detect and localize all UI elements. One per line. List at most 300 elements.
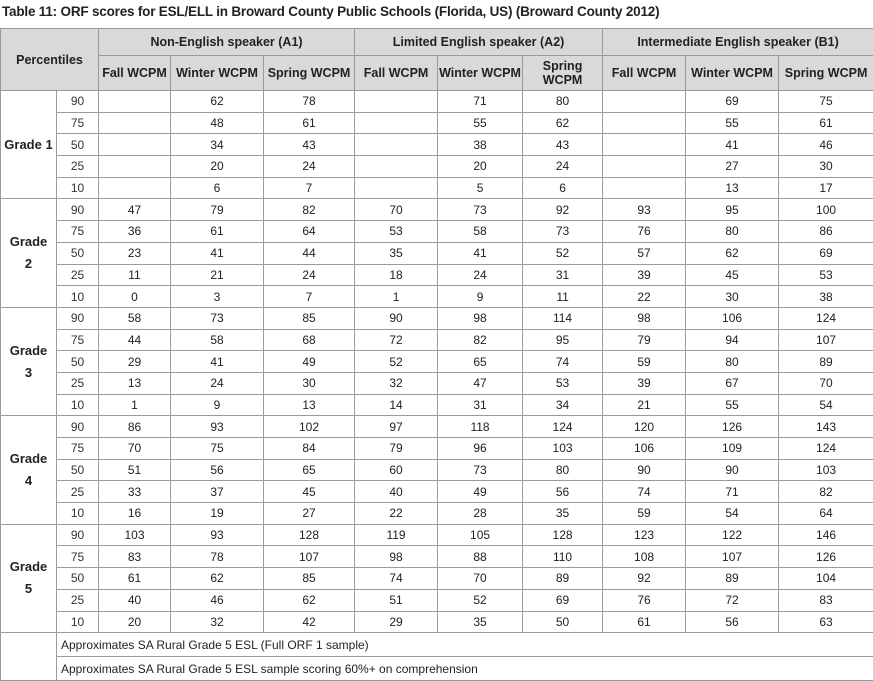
score-cell [603, 177, 686, 199]
percentile-cell: 50 [57, 459, 99, 481]
table-row [1, 199, 873, 221]
score-cell: 13 [99, 372, 171, 394]
grade-label [1, 307, 57, 415]
table-row [1, 177, 873, 199]
score-cell: 52 [355, 351, 438, 373]
score-cell [355, 156, 438, 178]
score-cell: 16 [99, 503, 171, 525]
score-cell: 49 [438, 481, 523, 503]
score-cell: 40 [99, 589, 171, 611]
score-cell: 114 [523, 307, 603, 329]
note-row [1, 633, 873, 657]
score-cell: 7 [264, 286, 355, 308]
score-cell: 67 [686, 372, 779, 394]
score-cell: 59 [603, 503, 686, 525]
score-cell: 83 [779, 589, 873, 611]
score-cell: 56 [171, 459, 264, 481]
table-row [1, 221, 873, 243]
table-row [1, 329, 873, 351]
score-cell: 75 [779, 91, 873, 113]
score-cell [355, 134, 438, 156]
score-cell: 55 [686, 394, 779, 416]
score-cell: 95 [686, 199, 779, 221]
score-cell: 90 [603, 459, 686, 481]
score-cell: 108 [603, 546, 686, 568]
table-row [1, 524, 873, 546]
group-header-a2: Limited English speaker (A2) [355, 29, 603, 56]
percentile-cell: 75 [57, 112, 99, 134]
score-cell: 52 [523, 242, 603, 264]
score-cell: 95 [523, 329, 603, 351]
score-cell: 7 [264, 177, 355, 199]
percentile-cell: 10 [57, 611, 99, 633]
table-row [1, 503, 873, 525]
score-cell: 94 [686, 329, 779, 351]
score-cell: 123 [603, 524, 686, 546]
score-cell: 103 [99, 524, 171, 546]
score-cell: 106 [603, 438, 686, 460]
score-cell: 43 [523, 134, 603, 156]
score-cell: 6 [523, 177, 603, 199]
percentile-cell: 50 [57, 134, 99, 156]
score-cell: 21 [603, 394, 686, 416]
score-cell: 58 [438, 221, 523, 243]
table-row [1, 481, 873, 503]
score-cell: 36 [99, 221, 171, 243]
score-cell: 29 [99, 351, 171, 373]
score-cell: 73 [438, 459, 523, 481]
score-cell: 41 [438, 242, 523, 264]
score-cell: 86 [779, 221, 873, 243]
table-row [1, 91, 873, 113]
score-cell: 80 [686, 351, 779, 373]
table-title: Table 11: ORF scores for ESL/ELL in Broward County Public Schools (Florida, US) (Broward County 2012) [2, 4, 659, 19]
table-row [1, 589, 873, 611]
percentile-cell: 10 [57, 503, 99, 525]
score-cell: 34 [171, 134, 264, 156]
score-cell: 126 [779, 546, 873, 568]
score-cell: 48 [171, 112, 264, 134]
score-cell: 118 [438, 416, 523, 438]
percentile-cell: 10 [57, 394, 99, 416]
score-cell: 89 [523, 568, 603, 590]
score-cell: 56 [523, 481, 603, 503]
score-cell: 3 [171, 286, 264, 308]
score-cell: 72 [355, 329, 438, 351]
score-cell: 22 [603, 286, 686, 308]
score-cell: 57 [603, 242, 686, 264]
score-cell: 128 [523, 524, 603, 546]
score-cell: 20 [99, 611, 171, 633]
score-cell: 100 [779, 199, 873, 221]
score-cell: 119 [355, 524, 438, 546]
score-cell: 19 [171, 503, 264, 525]
table-row [1, 112, 873, 134]
score-cell: 103 [779, 459, 873, 481]
score-cell [603, 134, 686, 156]
table-row [1, 546, 873, 568]
table-row [1, 568, 873, 590]
score-cell: 105 [438, 524, 523, 546]
score-cell: 85 [264, 307, 355, 329]
score-cell: 107 [686, 546, 779, 568]
column-header: Spring WCPM [779, 56, 873, 91]
score-cell: 5 [438, 177, 523, 199]
score-cell: 1 [99, 394, 171, 416]
grade-label-text: Grade 4 [9, 448, 49, 492]
score-cell: 41 [171, 351, 264, 373]
score-cell: 41 [171, 242, 264, 264]
score-cell: 53 [523, 372, 603, 394]
score-cell: 63 [779, 611, 873, 633]
score-cell: 34 [523, 394, 603, 416]
score-cell [355, 112, 438, 134]
score-cell: 80 [523, 459, 603, 481]
table-row [1, 134, 873, 156]
score-cell: 61 [171, 221, 264, 243]
score-cell: 41 [686, 134, 779, 156]
percentile-cell: 50 [57, 351, 99, 373]
score-cell: 20 [438, 156, 523, 178]
score-cell: 38 [779, 286, 873, 308]
score-cell: 24 [523, 156, 603, 178]
score-cell: 45 [264, 481, 355, 503]
score-cell: 74 [523, 351, 603, 373]
score-cell: 73 [171, 307, 264, 329]
score-cell: 61 [603, 611, 686, 633]
score-cell: 39 [603, 264, 686, 286]
score-cell: 79 [603, 329, 686, 351]
score-cell: 65 [264, 459, 355, 481]
score-cell: 46 [779, 134, 873, 156]
score-cell: 24 [264, 264, 355, 286]
percentile-cell: 50 [57, 242, 99, 264]
score-cell: 13 [686, 177, 779, 199]
score-cell: 29 [355, 611, 438, 633]
score-cell: 107 [264, 546, 355, 568]
percentiles-header: Percentiles [1, 29, 99, 91]
grade-label-text: Grade 5 [9, 556, 49, 600]
score-cell: 61 [264, 112, 355, 134]
column-header: Fall WCPM [355, 56, 438, 91]
score-cell: 80 [686, 221, 779, 243]
score-cell: 92 [603, 568, 686, 590]
score-cell: 55 [438, 112, 523, 134]
score-cell: 44 [264, 242, 355, 264]
score-cell: 6 [171, 177, 264, 199]
score-cell: 40 [355, 481, 438, 503]
score-cell: 50 [523, 611, 603, 633]
score-cell: 62 [686, 242, 779, 264]
table-row [1, 307, 873, 329]
table-row [1, 394, 873, 416]
score-cell: 27 [686, 156, 779, 178]
orf-scores-table [0, 28, 873, 681]
score-cell: 96 [438, 438, 523, 460]
score-cell: 124 [779, 438, 873, 460]
table-row [1, 438, 873, 460]
score-cell: 0 [99, 286, 171, 308]
score-cell: 69 [523, 589, 603, 611]
score-cell: 30 [264, 372, 355, 394]
grade-label-text: Grade 1 [4, 137, 52, 152]
percentile-cell: 90 [57, 91, 99, 113]
score-cell: 35 [438, 611, 523, 633]
score-cell: 71 [438, 91, 523, 113]
grade-label-text: Grade 2 [9, 231, 49, 275]
score-cell: 73 [523, 221, 603, 243]
percentile-cell: 90 [57, 199, 99, 221]
score-cell [355, 177, 438, 199]
score-cell: 53 [355, 221, 438, 243]
score-cell: 80 [523, 91, 603, 113]
score-cell [99, 91, 171, 113]
table-row [1, 459, 873, 481]
score-cell: 97 [355, 416, 438, 438]
score-cell: 11 [523, 286, 603, 308]
score-cell: 98 [355, 546, 438, 568]
score-cell: 98 [438, 307, 523, 329]
percentile-cell: 90 [57, 307, 99, 329]
score-cell: 86 [99, 416, 171, 438]
score-cell: 75 [171, 438, 264, 460]
score-cell: 14 [355, 394, 438, 416]
score-cell: 93 [171, 524, 264, 546]
percentile-cell: 25 [57, 481, 99, 503]
score-cell: 69 [779, 242, 873, 264]
score-cell: 107 [779, 329, 873, 351]
grade-label-text: Grade 3 [9, 340, 49, 384]
score-cell: 93 [603, 199, 686, 221]
score-cell: 44 [99, 329, 171, 351]
score-cell: 61 [99, 568, 171, 590]
score-cell: 79 [355, 438, 438, 460]
score-cell: 9 [171, 394, 264, 416]
score-cell: 32 [171, 611, 264, 633]
score-cell: 28 [438, 503, 523, 525]
score-cell: 65 [438, 351, 523, 373]
score-cell: 30 [686, 286, 779, 308]
score-cell: 20 [171, 156, 264, 178]
score-cell: 39 [603, 372, 686, 394]
table-row [1, 372, 873, 394]
score-cell: 146 [779, 524, 873, 546]
score-cell: 21 [171, 264, 264, 286]
score-cell [99, 156, 171, 178]
score-cell: 42 [264, 611, 355, 633]
score-cell: 33 [99, 481, 171, 503]
score-cell: 76 [603, 589, 686, 611]
score-cell: 126 [686, 416, 779, 438]
score-cell: 24 [171, 372, 264, 394]
score-cell: 103 [523, 438, 603, 460]
note-blank-cell [1, 633, 57, 681]
score-cell: 74 [355, 568, 438, 590]
percentile-cell: 75 [57, 221, 99, 243]
score-cell: 61 [779, 112, 873, 134]
score-cell: 52 [438, 589, 523, 611]
score-cell: 31 [438, 394, 523, 416]
score-cell: 47 [438, 372, 523, 394]
score-cell: 110 [523, 546, 603, 568]
score-cell: 27 [264, 503, 355, 525]
score-cell: 64 [779, 503, 873, 525]
score-cell [603, 91, 686, 113]
note-text: Approximates SA Rural Grade 5 ESL sample scoring 60%+ on comprehension [57, 657, 873, 681]
score-cell: 17 [779, 177, 873, 199]
grade-label [1, 199, 57, 307]
score-cell: 73 [438, 199, 523, 221]
score-cell: 90 [686, 459, 779, 481]
table-row [1, 351, 873, 373]
score-cell: 49 [264, 351, 355, 373]
score-cell: 22 [355, 503, 438, 525]
score-cell: 124 [523, 416, 603, 438]
score-cell: 46 [171, 589, 264, 611]
percentile-cell: 50 [57, 568, 99, 590]
score-cell: 82 [264, 199, 355, 221]
percentile-cell: 75 [57, 438, 99, 460]
score-cell: 55 [686, 112, 779, 134]
score-cell: 98 [603, 307, 686, 329]
score-cell: 68 [264, 329, 355, 351]
score-cell: 70 [438, 568, 523, 590]
score-cell: 109 [686, 438, 779, 460]
score-cell [99, 134, 171, 156]
score-cell: 9 [438, 286, 523, 308]
column-header: Spring WCPM [264, 56, 355, 91]
score-cell: 78 [171, 546, 264, 568]
score-cell: 82 [438, 329, 523, 351]
percentile-cell: 10 [57, 177, 99, 199]
score-cell: 13 [264, 394, 355, 416]
score-cell: 104 [779, 568, 873, 590]
score-cell: 11 [99, 264, 171, 286]
score-cell: 70 [99, 438, 171, 460]
percentile-cell: 25 [57, 264, 99, 286]
score-cell: 37 [171, 481, 264, 503]
score-cell [603, 112, 686, 134]
score-cell: 51 [99, 459, 171, 481]
group-header-b1: Intermediate English speaker (B1) [603, 29, 873, 56]
score-cell: 54 [779, 394, 873, 416]
table-row [1, 264, 873, 286]
score-cell: 24 [438, 264, 523, 286]
table-row [1, 242, 873, 264]
percentile-cell: 25 [57, 372, 99, 394]
score-cell: 84 [264, 438, 355, 460]
score-cell: 18 [355, 264, 438, 286]
column-header: Spring WCPM [523, 56, 603, 91]
score-cell: 74 [603, 481, 686, 503]
score-cell: 92 [523, 199, 603, 221]
score-cell: 60 [355, 459, 438, 481]
score-cell: 78 [264, 91, 355, 113]
score-cell: 93 [171, 416, 264, 438]
score-cell: 72 [686, 589, 779, 611]
score-cell: 128 [264, 524, 355, 546]
score-cell [99, 177, 171, 199]
percentile-cell: 10 [57, 286, 99, 308]
percentile-cell: 75 [57, 329, 99, 351]
note-row [1, 657, 873, 681]
score-cell: 90 [355, 307, 438, 329]
score-cell: 64 [264, 221, 355, 243]
grade-label [1, 91, 57, 199]
score-cell: 47 [99, 199, 171, 221]
score-cell: 30 [779, 156, 873, 178]
percentile-cell: 25 [57, 156, 99, 178]
column-header: Winter WCPM [438, 56, 523, 91]
score-cell: 62 [171, 91, 264, 113]
score-cell: 51 [355, 589, 438, 611]
score-cell: 62 [523, 112, 603, 134]
score-cell: 71 [686, 481, 779, 503]
group-header-a1: Non-English speaker (A1) [99, 29, 355, 56]
column-header: Fall WCPM [603, 56, 686, 91]
score-cell: 62 [264, 589, 355, 611]
score-cell: 58 [99, 307, 171, 329]
score-cell: 120 [603, 416, 686, 438]
score-cell: 53 [779, 264, 873, 286]
score-cell: 23 [99, 242, 171, 264]
score-cell: 122 [686, 524, 779, 546]
score-cell: 32 [355, 372, 438, 394]
score-cell: 85 [264, 568, 355, 590]
score-cell: 83 [99, 546, 171, 568]
score-cell: 143 [779, 416, 873, 438]
grade-label [1, 524, 57, 632]
score-cell: 35 [523, 503, 603, 525]
score-cell: 88 [438, 546, 523, 568]
score-cell: 76 [603, 221, 686, 243]
score-cell [603, 156, 686, 178]
score-cell: 38 [438, 134, 523, 156]
note-text: Approximates SA Rural Grade 5 ESL (Full ORF 1 sample) [57, 633, 873, 657]
score-cell: 24 [264, 156, 355, 178]
score-cell: 62 [171, 568, 264, 590]
score-cell [355, 91, 438, 113]
score-cell: 58 [171, 329, 264, 351]
table-row [1, 156, 873, 178]
score-cell: 35 [355, 242, 438, 264]
score-cell: 70 [355, 199, 438, 221]
score-cell: 56 [686, 611, 779, 633]
score-cell: 106 [686, 307, 779, 329]
score-cell [99, 112, 171, 134]
score-cell: 43 [264, 134, 355, 156]
score-cell: 31 [523, 264, 603, 286]
column-header: Winter WCPM [171, 56, 264, 91]
score-cell: 124 [779, 307, 873, 329]
score-cell: 1 [355, 286, 438, 308]
score-cell: 79 [171, 199, 264, 221]
score-cell: 70 [779, 372, 873, 394]
grade-label [1, 416, 57, 524]
score-cell: 54 [686, 503, 779, 525]
percentile-cell: 75 [57, 546, 99, 568]
percentile-cell: 90 [57, 524, 99, 546]
table-row [1, 416, 873, 438]
column-header: Winter WCPM [686, 56, 779, 91]
score-cell: 89 [686, 568, 779, 590]
score-cell: 89 [779, 351, 873, 373]
score-cell: 69 [686, 91, 779, 113]
score-cell: 59 [603, 351, 686, 373]
score-cell: 102 [264, 416, 355, 438]
score-cell: 82 [779, 481, 873, 503]
percentile-cell: 25 [57, 589, 99, 611]
